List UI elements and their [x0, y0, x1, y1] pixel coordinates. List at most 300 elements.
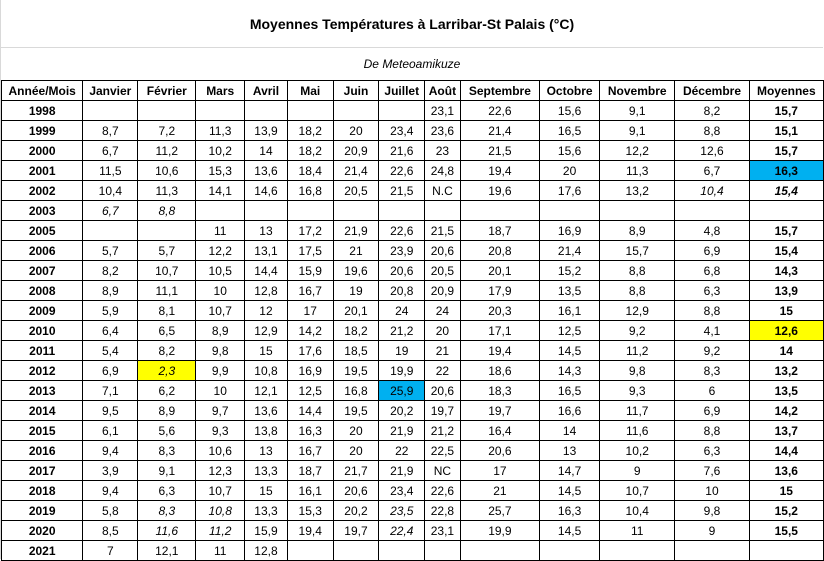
table-cell: [379, 541, 425, 561]
table-cell: 8,8: [675, 421, 749, 441]
table-cell: 17,1: [460, 321, 539, 341]
average-cell: 14,3: [749, 261, 823, 281]
table-cell: 11: [196, 221, 245, 241]
table-cell: 24: [379, 301, 425, 321]
table-cell: 22,6: [460, 101, 539, 121]
table-cell: 15,9: [287, 261, 333, 281]
table-cell: 9,3: [196, 421, 245, 441]
table-cell: 8,3: [138, 501, 196, 521]
table-cell: [83, 101, 138, 121]
table-cell: [287, 101, 333, 121]
average-cell: 13,9: [749, 281, 823, 301]
table-cell: [540, 541, 600, 561]
table-cell: 19,5: [333, 401, 379, 421]
table-cell: 11,3: [600, 161, 675, 181]
average-cell: 15,1: [749, 121, 823, 141]
table-cell: 13,9: [245, 121, 288, 141]
table-cell: 20: [425, 321, 461, 341]
table-cell: 17,5: [287, 241, 333, 261]
table-cell: 15,6: [540, 141, 600, 161]
table-cell: 23,1: [425, 521, 461, 541]
table-cell: 11,3: [138, 181, 196, 201]
table-cell: 20,3: [460, 301, 539, 321]
table-cell: 8,2: [675, 101, 749, 121]
table-cell: 7,1: [83, 381, 138, 401]
column-header: Novembre: [600, 81, 675, 101]
table-row: [2, 381, 824, 401]
table-cell: 11,2: [600, 341, 675, 361]
table-cell: 23,9: [379, 241, 425, 261]
table-row: [2, 481, 824, 501]
table-row: [2, 141, 824, 161]
table-cell: 22,6: [379, 221, 425, 241]
table-cell: 22: [425, 361, 461, 381]
table-cell: [333, 101, 379, 121]
table-cell: 9,9: [196, 361, 245, 381]
table-cell: 10,2: [196, 141, 245, 161]
table-cell: 19: [379, 341, 425, 361]
table-cell: 19,7: [460, 401, 539, 421]
table-cell: 11,6: [600, 421, 675, 441]
table-cell: 24: [425, 301, 461, 321]
table-cell: 8,9: [196, 321, 245, 341]
table-cell: 10,6: [196, 441, 245, 461]
table-cell: 20,5: [333, 181, 379, 201]
table-cell: 20,2: [379, 401, 425, 421]
year-cell: 2012: [2, 361, 83, 381]
table-cell: 8,9: [138, 401, 196, 421]
year-cell: 2010: [2, 321, 83, 341]
year-cell: 2009: [2, 301, 83, 321]
table-cell: 9,2: [675, 341, 749, 361]
table-cell: 9,4: [83, 481, 138, 501]
table-cell: 15: [245, 481, 288, 501]
table-cell: 11,7: [600, 401, 675, 421]
table-cell: 16,5: [540, 121, 600, 141]
table-cell: [287, 541, 333, 561]
year-cell: 2005: [2, 221, 83, 241]
table-cell: 16,6: [540, 401, 600, 421]
table-cell: 11,6: [138, 521, 196, 541]
table-cell: 14: [540, 421, 600, 441]
table-cell: 15,3: [287, 501, 333, 521]
average-cell: 13,6: [749, 461, 823, 481]
table-cell: 12,1: [138, 541, 196, 561]
table-cell: 19,7: [333, 521, 379, 541]
average-cell: 12,6: [749, 321, 823, 341]
table-cell: 16,7: [287, 281, 333, 301]
table-cell: [460, 201, 539, 221]
table-cell: 18,6: [460, 361, 539, 381]
table-cell: 8,9: [600, 221, 675, 241]
table-cell: [287, 201, 333, 221]
table-cell: 14,4: [287, 401, 333, 421]
table-cell: 18,2: [287, 141, 333, 161]
table-cell: [675, 541, 749, 561]
table-cell: 12,6: [675, 141, 749, 161]
table-cell: 16,5: [540, 381, 600, 401]
table-cell: 5,9: [83, 301, 138, 321]
table-cell: 18,7: [287, 461, 333, 481]
table-cell: [600, 201, 675, 221]
table-cell: 12,1: [245, 381, 288, 401]
table-cell: 9,8: [600, 361, 675, 381]
table-cell: 4,8: [675, 221, 749, 241]
table-cell: 5,7: [83, 241, 138, 261]
table-cell: 10,7: [196, 301, 245, 321]
table-cell: 6,7: [83, 141, 138, 161]
table-cell: 20,2: [333, 501, 379, 521]
average-cell: 14,2: [749, 401, 823, 421]
table-cell: 16,8: [333, 381, 379, 401]
table-cell: 21,5: [460, 141, 539, 161]
table-cell: 4,1: [675, 321, 749, 341]
table-cell: 21,7: [333, 461, 379, 481]
table-row: [2, 101, 824, 121]
average-cell: 15,5: [749, 521, 823, 541]
table-cell: 6,3: [675, 281, 749, 301]
table-row: [2, 281, 824, 301]
table-cell: [138, 101, 196, 121]
table-row: [2, 361, 824, 381]
year-cell: 2011: [2, 341, 83, 361]
table-cell: 23: [425, 141, 461, 161]
table-cell: 19,4: [287, 521, 333, 541]
year-cell: 2007: [2, 261, 83, 281]
table-cell: 6: [675, 381, 749, 401]
table-cell: 21,5: [425, 221, 461, 241]
table-cell: 7,6: [675, 461, 749, 481]
table-cell: 21,5: [379, 181, 425, 201]
table-cell: 12,3: [196, 461, 245, 481]
header-row: [2, 81, 824, 101]
year-cell: 2018: [2, 481, 83, 501]
table-cell: 13: [245, 441, 288, 461]
table-cell: 9,1: [600, 121, 675, 141]
table-cell: 9: [600, 461, 675, 481]
table-cell: 14,1: [196, 181, 245, 201]
table-cell: 14,5: [540, 521, 600, 541]
table-cell: 16,3: [287, 421, 333, 441]
table-cell: 21,9: [333, 221, 379, 241]
table-row: [2, 461, 824, 481]
year-cell: 2015: [2, 421, 83, 441]
table-cell: 10: [675, 481, 749, 501]
table-cell: [333, 541, 379, 561]
table-cell: 20,6: [333, 481, 379, 501]
table-cell: 12,8: [245, 281, 288, 301]
table-cell: 15,9: [245, 521, 288, 541]
table-cell: 20,6: [425, 241, 461, 261]
table-row: [2, 441, 824, 461]
table-row: [2, 501, 824, 521]
table-row: [2, 341, 824, 361]
table-cell: 8,8: [675, 301, 749, 321]
table-cell: 10,4: [675, 181, 749, 201]
average-cell: 15: [749, 481, 823, 501]
table-cell: 20,5: [425, 261, 461, 281]
table-cell: [333, 201, 379, 221]
table-cell: 14: [245, 141, 288, 161]
table-cell: 19,6: [333, 261, 379, 281]
table-cell: 6,5: [138, 321, 196, 341]
table-cell: 18,2: [333, 321, 379, 341]
table-cell: 10: [196, 381, 245, 401]
table-cell: 21,6: [379, 141, 425, 161]
table-cell: 5,7: [138, 241, 196, 261]
table-cell: 25,7: [460, 501, 539, 521]
table-subtitle: De Meteoamikuze: [363, 57, 461, 71]
table-cell: [83, 221, 138, 241]
table-cell: [379, 201, 425, 221]
table-cell: 10: [196, 281, 245, 301]
year-cell: 2001: [2, 161, 83, 181]
table-cell: 20,6: [425, 381, 461, 401]
table-cell: 10,7: [138, 261, 196, 281]
column-header: Année/Mois: [2, 81, 83, 101]
average-cell: 13,2: [749, 361, 823, 381]
table-cell: 15,7: [600, 241, 675, 261]
table-cell: 23,6: [425, 121, 461, 141]
table-cell: 6,9: [675, 241, 749, 261]
table-cell: 6,2: [138, 381, 196, 401]
table-cell: 13,6: [245, 401, 288, 421]
table-cell: 15: [245, 341, 288, 361]
table-cell: [600, 541, 675, 561]
average-cell: [749, 201, 823, 221]
average-cell: 15,7: [749, 221, 823, 241]
year-cell: 2019: [2, 501, 83, 521]
table-cell: 13: [245, 221, 288, 241]
table-cell: 21,9: [379, 421, 425, 441]
column-header: Décembre: [675, 81, 749, 101]
year-cell: 2020: [2, 521, 83, 541]
table-cell: 10,2: [600, 441, 675, 461]
table-cell: 11: [600, 521, 675, 541]
table-cell: 22: [379, 441, 425, 461]
table-cell: 15,2: [540, 261, 600, 281]
year-cell: 2016: [2, 441, 83, 461]
table-cell: 8,2: [138, 341, 196, 361]
table-cell: 9,7: [196, 401, 245, 421]
table-row: [2, 401, 824, 421]
table-cell: NC: [425, 461, 461, 481]
table-row: [2, 201, 824, 221]
table-cell: 13,8: [245, 421, 288, 441]
year-cell: 2017: [2, 461, 83, 481]
table-cell: 23,4: [379, 481, 425, 501]
table-cell: 20: [333, 421, 379, 441]
table-row: [2, 541, 824, 561]
table-cell: 8,9: [83, 281, 138, 301]
table-cell: 12,5: [287, 381, 333, 401]
table-cell: 17,6: [540, 181, 600, 201]
table-cell: N.C: [425, 181, 461, 201]
average-cell: 13,7: [749, 421, 823, 441]
table-cell: [460, 541, 539, 561]
table-cell: 20,8: [460, 241, 539, 261]
table-cell: 22,4: [379, 521, 425, 541]
table-cell: 8,3: [138, 441, 196, 461]
table-row: [2, 261, 824, 281]
table-cell: 22,8: [425, 501, 461, 521]
column-header: Octobre: [540, 81, 600, 101]
average-cell: 15,4: [749, 241, 823, 261]
table-cell: 16,1: [540, 301, 600, 321]
table-cell: 11,2: [138, 141, 196, 161]
year-cell: 2000: [2, 141, 83, 161]
table-cell: 5,4: [83, 341, 138, 361]
table-cell: 10,7: [196, 481, 245, 501]
table-cell: 9,8: [675, 501, 749, 521]
table-cell: 6,1: [83, 421, 138, 441]
table-cell: 5,8: [83, 501, 138, 521]
table-cell: [196, 201, 245, 221]
table-cell: 10,4: [83, 181, 138, 201]
table-cell: 19,4: [460, 341, 539, 361]
table-cell: [425, 201, 461, 221]
average-cell: [749, 541, 823, 561]
table-row: [2, 321, 824, 341]
table-cell: 11: [196, 541, 245, 561]
table-row: [2, 241, 824, 261]
table-cell: 23,4: [379, 121, 425, 141]
table-cell: 11,5: [83, 161, 138, 181]
table-cell: [245, 101, 288, 121]
table-cell: 19,4: [460, 161, 539, 181]
table-cell: 12,2: [600, 141, 675, 161]
table-cell: 21,9: [379, 461, 425, 481]
table-cell: 8,8: [600, 281, 675, 301]
table-cell: 19: [333, 281, 379, 301]
average-cell: 16,3: [749, 161, 823, 181]
table-cell: [196, 101, 245, 121]
table-cell: 19,5: [333, 361, 379, 381]
table-cell: 16,9: [287, 361, 333, 381]
table-cell: 2,3: [138, 361, 196, 381]
table-row: [2, 121, 824, 141]
table-cell: 20,9: [333, 141, 379, 161]
column-header: Juin: [333, 81, 379, 101]
table-row: [2, 421, 824, 441]
table-cell: 9,3: [600, 381, 675, 401]
year-cell: 2003: [2, 201, 83, 221]
table-cell: 18,4: [287, 161, 333, 181]
table-cell: 8,1: [138, 301, 196, 321]
table-cell: 19,9: [379, 361, 425, 381]
column-header: Mars: [196, 81, 245, 101]
table-cell: 11,3: [196, 121, 245, 141]
table-cell: 14,5: [540, 341, 600, 361]
table-cell: 14,5: [540, 481, 600, 501]
table-cell: 13,3: [245, 501, 288, 521]
table-cell: 20,1: [460, 261, 539, 281]
table-cell: 20: [333, 121, 379, 141]
table-cell: 10,6: [138, 161, 196, 181]
table-cell: 24,8: [425, 161, 461, 181]
table-cell: 12,9: [245, 321, 288, 341]
table-cell: 22,5: [425, 441, 461, 461]
table-row: [2, 181, 824, 201]
table-cell: 6,8: [675, 261, 749, 281]
column-header: Septembre: [460, 81, 539, 101]
table-cell: 12,2: [196, 241, 245, 261]
table-cell: 7: [83, 541, 138, 561]
table-cell: 12: [245, 301, 288, 321]
year-cell: 2008: [2, 281, 83, 301]
table-cell: 11,2: [196, 521, 245, 541]
table-cell: 3,9: [83, 461, 138, 481]
table-cell: 18,7: [460, 221, 539, 241]
table-cell: 9,1: [138, 461, 196, 481]
table-cell: 25,9: [379, 381, 425, 401]
column-header: Moyennes: [749, 81, 823, 101]
table-cell: 19,7: [425, 401, 461, 421]
table-cell: 21,2: [379, 321, 425, 341]
table-cell: 16,8: [287, 181, 333, 201]
table-cell: 12,9: [600, 301, 675, 321]
table-cell: 9,2: [600, 321, 675, 341]
table-cell: 12,5: [540, 321, 600, 341]
table-cell: 6,3: [138, 481, 196, 501]
table-cell: 14,3: [540, 361, 600, 381]
column-header: Février: [138, 81, 196, 101]
average-cell: 13,5: [749, 381, 823, 401]
table-cell: 8,8: [138, 201, 196, 221]
table-cell: 7,2: [138, 121, 196, 141]
column-header: Mai: [287, 81, 333, 101]
table-cell: 16,4: [460, 421, 539, 441]
table-cell: 21,4: [460, 121, 539, 141]
year-cell: 2002: [2, 181, 83, 201]
table-title: Moyennes Températures à Larribar-St Palais (°C): [1, 0, 823, 48]
table-cell: 6,7: [83, 201, 138, 221]
table-cell: 21,2: [425, 421, 461, 441]
table-row: [2, 161, 824, 181]
table-cell: 6,9: [675, 401, 749, 421]
table-cell: 9,8: [196, 341, 245, 361]
table-cell: 10,8: [245, 361, 288, 381]
table-cell: 22,6: [425, 481, 461, 501]
table-cell: 9,4: [83, 441, 138, 461]
table-cell: 10,4: [600, 501, 675, 521]
table-cell: 9,1: [600, 101, 675, 121]
table-cell: 20: [540, 161, 600, 181]
column-header: Janvier: [83, 81, 138, 101]
table-cell: [540, 201, 600, 221]
table-cell: 17,6: [287, 341, 333, 361]
table-cell: 20,6: [460, 441, 539, 461]
table-cell: 20,8: [379, 281, 425, 301]
average-cell: 15,7: [749, 141, 823, 161]
column-header: Avril: [245, 81, 288, 101]
year-cell: 1998: [2, 101, 83, 121]
year-cell: 2013: [2, 381, 83, 401]
table-cell: 21,4: [333, 161, 379, 181]
table-cell: 8,7: [83, 121, 138, 141]
table-cell: 6,3: [675, 441, 749, 461]
table-cell: 20,6: [379, 261, 425, 281]
average-cell: 15,4: [749, 181, 823, 201]
table-cell: [138, 221, 196, 241]
table-cell: 16,1: [287, 481, 333, 501]
table-cell: 10,7: [600, 481, 675, 501]
average-cell: 14,4: [749, 441, 823, 461]
table-cell: 19,6: [460, 181, 539, 201]
table-cell: 17,2: [287, 221, 333, 241]
table-cell: 10,8: [196, 501, 245, 521]
table-cell: 8,8: [675, 121, 749, 141]
